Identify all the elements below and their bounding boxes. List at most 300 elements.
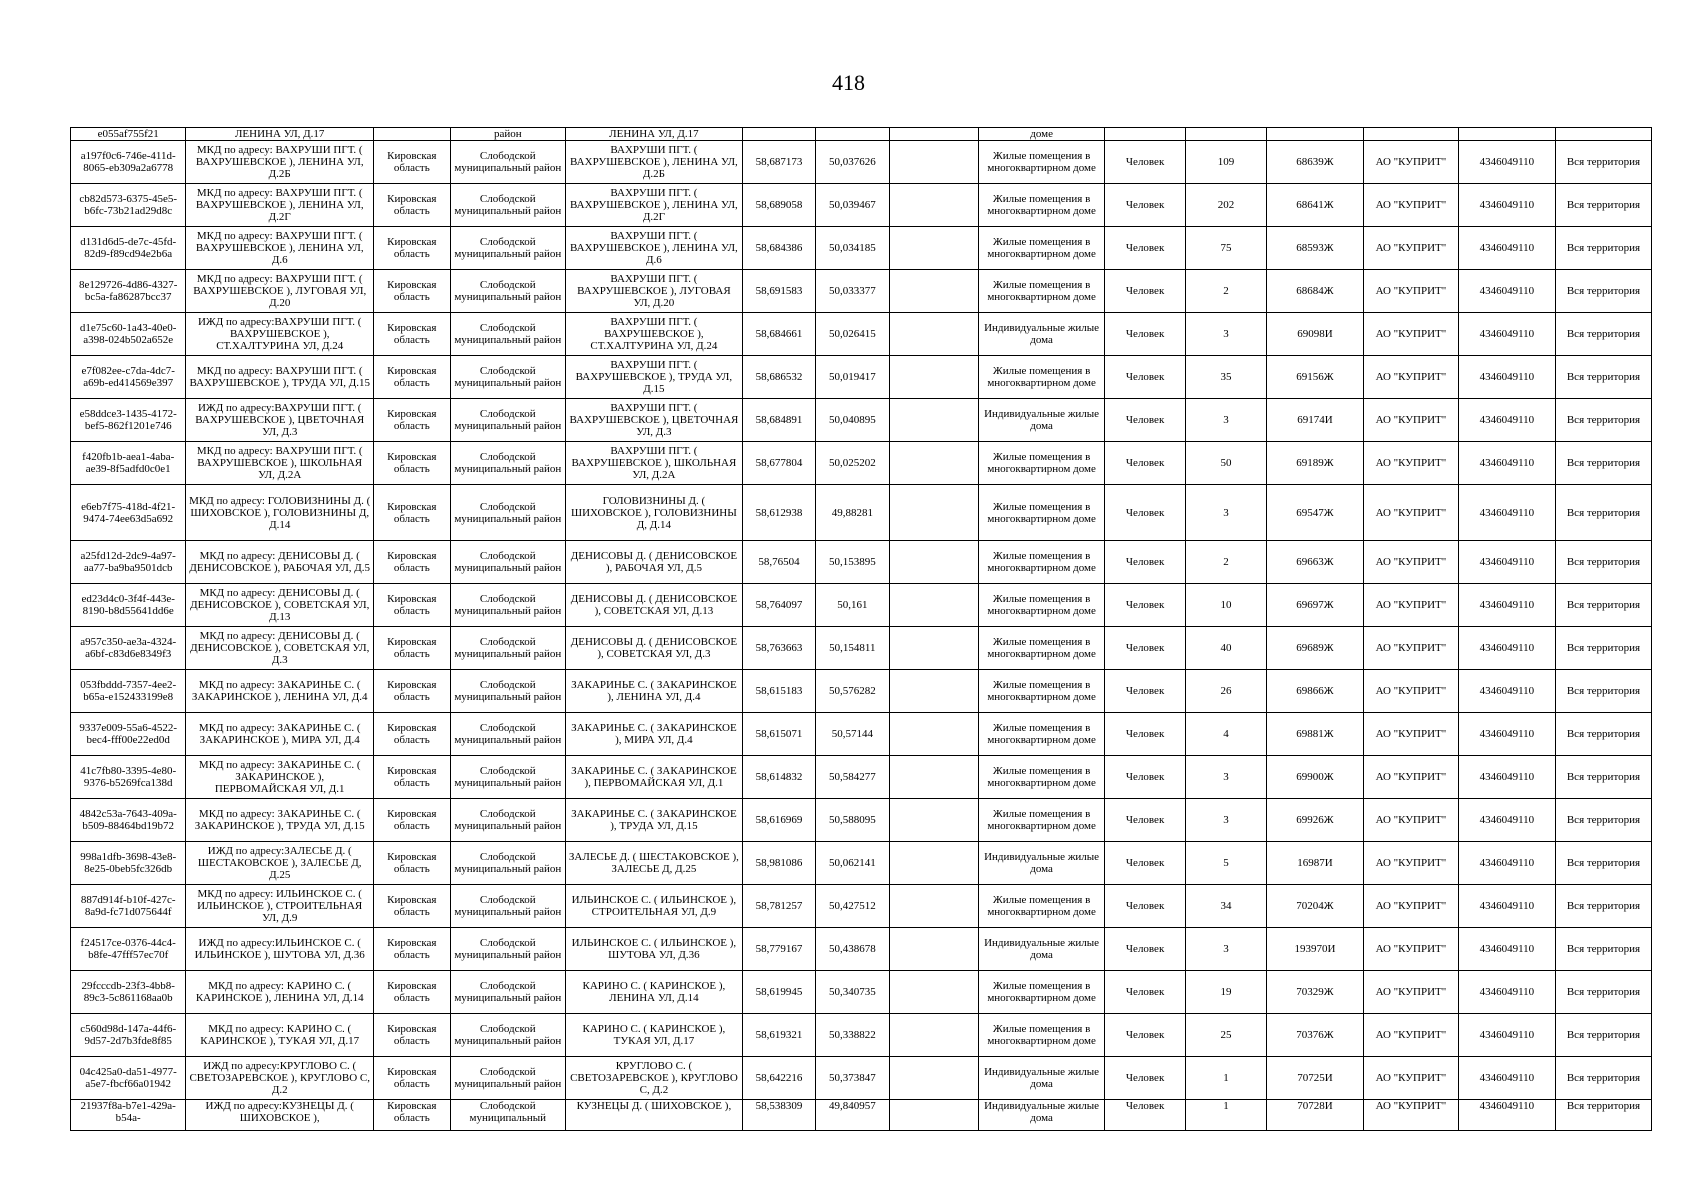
table-cell: 69663Ж bbox=[1266, 541, 1363, 584]
table-cell: ИЖД по адресу:КРУГЛОВО С. ( СВЕТОЗАРЕВСКОЕ ), КРУГЛОВО С, Д.2 bbox=[186, 1057, 374, 1100]
table-cell: 58,779167 bbox=[742, 928, 815, 971]
table-cell bbox=[1105, 128, 1186, 141]
table-cell: 58,684891 bbox=[742, 399, 815, 442]
table-cell: 1 bbox=[1186, 1100, 1267, 1131]
table-cell: 68639Ж bbox=[1266, 141, 1363, 184]
table-cell: МКД по адресу: ВАХРУШИ ПГТ. ( ВАХРУШЕВСКОЕ ), ШКОЛЬНАЯ УЛ, Д.2А bbox=[186, 442, 374, 485]
table-cell: Кировская область bbox=[374, 1100, 451, 1131]
table-cell bbox=[1186, 128, 1267, 141]
table-cell: Кировская область bbox=[374, 270, 451, 313]
table-cell bbox=[889, 1100, 979, 1131]
table-cell: 69189Ж bbox=[1266, 442, 1363, 485]
table-cell: Кировская область bbox=[374, 184, 451, 227]
table-cell: АО "КУПРИТ" bbox=[1363, 971, 1458, 1014]
table-cell: Вся территория bbox=[1555, 541, 1651, 584]
table-cell: 998a1dfb-3698-43e8-8e25-0beb5fc326db bbox=[71, 842, 186, 885]
table-cell: Кировская область bbox=[374, 442, 451, 485]
table-cell: МКД по адресу: ЗАКАРИНЬЕ С. ( ЗАКАРИНСКОЕ ), ЛЕНИНА УЛ, Д.4 bbox=[186, 670, 374, 713]
table-cell: 58,642216 bbox=[742, 1057, 815, 1100]
table-cell: МКД по адресу: ВАХРУШИ ПГТ. ( ВАХРУШЕВСКОЕ ), ЛЕНИНА УЛ, Д.2Б bbox=[186, 141, 374, 184]
table-cell: ИЛЬИНСКОЕ С. ( ИЛЬИНСКОЕ ), ШУТОВА УЛ, Д.36 bbox=[565, 928, 742, 971]
table-cell: АО "КУПРИТ" bbox=[1363, 485, 1458, 541]
table-cell bbox=[889, 442, 979, 485]
table-cell: a957c350-ae3a-4324-a6bf-c83d6e8349f3 bbox=[71, 627, 186, 670]
table-cell: Человек bbox=[1105, 485, 1186, 541]
table-cell: Кировская область bbox=[374, 971, 451, 1014]
table-cell: Человек bbox=[1105, 184, 1186, 227]
table-row bbox=[71, 128, 1652, 141]
table-cell: 3 bbox=[1186, 485, 1267, 541]
table-cell: АО "КУПРИТ" bbox=[1363, 885, 1458, 928]
table-cell: 70329Ж bbox=[1266, 971, 1363, 1014]
table-cell: Кировская область bbox=[374, 713, 451, 756]
table-cell: АО "КУПРИТ" bbox=[1363, 756, 1458, 799]
table-cell: f420fb1b-aea1-4aba-ae39-8f5adfd0c0e1 bbox=[71, 442, 186, 485]
table-cell: 58,981086 bbox=[742, 842, 815, 885]
table-cell: АО "КУПРИТ" bbox=[1363, 399, 1458, 442]
table-row bbox=[71, 756, 1652, 799]
table-cell: Кировская область bbox=[374, 670, 451, 713]
table-cell: Слободской муниципальный район bbox=[450, 1057, 565, 1100]
table-cell bbox=[889, 399, 979, 442]
table-cell: Кировская область bbox=[374, 399, 451, 442]
table-cell: ЗАКАРИНЬЕ С. ( ЗАКАРИНСКОЕ ), ЛЕНИНА УЛ, Д.4 bbox=[565, 670, 742, 713]
table-cell: Кировская область bbox=[374, 1057, 451, 1100]
table-cell bbox=[374, 128, 451, 141]
table-cell: 69900Ж bbox=[1266, 756, 1363, 799]
table-cell: Индивидуальные жилые дома bbox=[979, 313, 1105, 356]
table-cell: Человек bbox=[1105, 356, 1186, 399]
table-cell: 4346049110 bbox=[1458, 227, 1555, 270]
table-cell: Кировская область bbox=[374, 928, 451, 971]
table-cell: АО "КУПРИТ" bbox=[1363, 670, 1458, 713]
table-cell: Жилые помещения в многоквартирном доме bbox=[979, 756, 1105, 799]
table-cell: 3 bbox=[1186, 756, 1267, 799]
table-cell: 4346049110 bbox=[1458, 756, 1555, 799]
table-row bbox=[71, 541, 1652, 584]
table-cell: 4346049110 bbox=[1458, 1057, 1555, 1100]
table-cell: e58ddce3-1435-4172-bef5-862f1201e746 bbox=[71, 399, 186, 442]
table-cell: ИЖД по адресу:ЗАЛЕСЬЕ Д. ( ШЕСТАКОВСКОЕ ), ЗАЛЕСЬЕ Д, Д.25 bbox=[186, 842, 374, 885]
table-cell: 58,677804 bbox=[742, 442, 815, 485]
table-cell: Вся территория bbox=[1555, 627, 1651, 670]
table-cell: 49,88281 bbox=[816, 485, 889, 541]
table-cell: 50,019417 bbox=[816, 356, 889, 399]
table-cell: Жилые помещения в многоквартирном доме bbox=[979, 227, 1105, 270]
table-cell: e055af755f21 bbox=[71, 128, 186, 141]
table-cell bbox=[1266, 128, 1363, 141]
table-cell: Вся территория bbox=[1555, 442, 1651, 485]
table-cell: 109 bbox=[1186, 141, 1267, 184]
table-cell: ВАХРУШИ ПГТ. ( ВАХРУШЕВСКОЕ ), ЛЕНИНА УЛ, Д.6 bbox=[565, 227, 742, 270]
table-cell: Слободской муниципальный район bbox=[450, 399, 565, 442]
table-cell bbox=[889, 1057, 979, 1100]
table-cell: ГОЛОВИЗНИНЫ Д. ( ШИХОВСКОЕ ), ГОЛОВИЗНИНЫ Д, Д.14 bbox=[565, 485, 742, 541]
table-cell: КУЗНЕЦЫ Д. ( ШИХОВСКОЕ ), bbox=[565, 1100, 742, 1131]
table-row bbox=[71, 141, 1652, 184]
table-cell: МКД по адресу: ДЕНИСОВЫ Д. ( ДЕНИСОВСКОЕ ), СОВЕТСКАЯ УЛ, Д.13 bbox=[186, 584, 374, 627]
table-cell: Слободской муниципальный район bbox=[450, 799, 565, 842]
table-cell: ИЖД по адресу:ИЛЬИНСКОЕ С. ( ИЛЬИНСКОЕ ), ШУТОВА УЛ, Д.36 bbox=[186, 928, 374, 971]
table-cell: 58,76504 bbox=[742, 541, 815, 584]
table-cell: КРУГЛОВО С. ( СВЕТОЗАРЕВСКОЕ ), КРУГЛОВО С, Д.2 bbox=[565, 1057, 742, 1100]
table-cell: Жилые помещения в многоквартирном доме bbox=[979, 141, 1105, 184]
table-cell: Человек bbox=[1105, 1100, 1186, 1131]
table-cell: 04c425a0-da51-4977-a5e7-fbcf66a01942 bbox=[71, 1057, 186, 1100]
table-cell: 4346049110 bbox=[1458, 270, 1555, 313]
table-cell bbox=[889, 713, 979, 756]
table-cell: 70376Ж bbox=[1266, 1014, 1363, 1057]
table-cell: Индивидуальные жилые дома bbox=[979, 928, 1105, 971]
table-cell: 10 bbox=[1186, 584, 1267, 627]
table-cell: Вся территория bbox=[1555, 971, 1651, 1014]
table-cell: 58,684386 bbox=[742, 227, 815, 270]
table-cell: Человек bbox=[1105, 627, 1186, 670]
table-cell: Слободской муниципальный район bbox=[450, 842, 565, 885]
table-cell: ЗАЛЕСЬЕ Д. ( ШЕСТАКОВСКОЕ ), ЗАЛЕСЬЕ Д, Д.25 bbox=[565, 842, 742, 885]
table-cell: 70728И bbox=[1266, 1100, 1363, 1131]
table-cell: Слободской муниципальный район bbox=[450, 971, 565, 1014]
table-cell: МКД по адресу: ЗАКАРИНЬЕ С. ( ЗАКАРИНСКОЕ ), ТРУДА УЛ, Д.15 bbox=[186, 799, 374, 842]
table-cell: 4 bbox=[1186, 713, 1267, 756]
table-cell: 50,340735 bbox=[816, 971, 889, 1014]
table-cell: Кировская область bbox=[374, 1014, 451, 1057]
table-cell: 58,612938 bbox=[742, 485, 815, 541]
table-cell: 75 bbox=[1186, 227, 1267, 270]
table-cell: 2 bbox=[1186, 541, 1267, 584]
table-cell: 4346049110 bbox=[1458, 584, 1555, 627]
table-cell: Человек bbox=[1105, 227, 1186, 270]
table-cell: 50,039467 bbox=[816, 184, 889, 227]
table-cell: Вся территория bbox=[1555, 184, 1651, 227]
table-cell: 4346049110 bbox=[1458, 313, 1555, 356]
table-cell: 50 bbox=[1186, 442, 1267, 485]
table-cell: ИЖД по адресу:ВАХРУШИ ПГТ. ( ВАХРУШЕВСКОЕ ), СТ.ХАЛТУРИНА УЛ, Д.24 bbox=[186, 313, 374, 356]
table-cell bbox=[889, 184, 979, 227]
table-cell: Слободской муниципальный район bbox=[450, 584, 565, 627]
table-cell: Жилые помещения в многоквартирном доме bbox=[979, 442, 1105, 485]
table-cell: 69156Ж bbox=[1266, 356, 1363, 399]
table-cell: Жилые помещения в многоквартирном доме bbox=[979, 270, 1105, 313]
table-cell: Слободской муниципальный район bbox=[450, 713, 565, 756]
table-cell: Вся территория bbox=[1555, 1057, 1651, 1100]
table-cell: 8e129726-4d86-4327-bc5a-fa86287bcc37 bbox=[71, 270, 186, 313]
table-cell: МКД по адресу: ЗАКАРИНЬЕ С. ( ЗАКАРИНСКОЕ ), МИРА УЛ, Д.4 bbox=[186, 713, 374, 756]
table-cell: 4346049110 bbox=[1458, 928, 1555, 971]
table-cell: АО "КУПРИТ" bbox=[1363, 442, 1458, 485]
table-cell: ИЖД по адресу:КУЗНЕЦЫ Д. ( ШИХОВСКОЕ ), bbox=[186, 1100, 374, 1131]
table-cell: 3 bbox=[1186, 399, 1267, 442]
table-cell: Слободской муниципальный район bbox=[450, 627, 565, 670]
table-cell: АО "КУПРИТ" bbox=[1363, 184, 1458, 227]
table-cell: АО "КУПРИТ" bbox=[1363, 799, 1458, 842]
table-cell: 4346049110 bbox=[1458, 670, 1555, 713]
table-cell: 4842c53a-7643-409a-b509-88464bd19b72 bbox=[71, 799, 186, 842]
table-cell bbox=[889, 485, 979, 541]
table-cell: Слободской муниципальный район bbox=[450, 670, 565, 713]
table-cell: 053fbddd-7357-4ee2-b65a-e152433199e8 bbox=[71, 670, 186, 713]
table-cell: КАРИНО С. ( КАРИНСКОЕ ), ЛЕНИНА УЛ, Д.14 bbox=[565, 971, 742, 1014]
table-row bbox=[71, 971, 1652, 1014]
table-cell: ЗАКАРИНЬЕ С. ( ЗАКАРИНСКОЕ ), МИРА УЛ, Д.4 bbox=[565, 713, 742, 756]
table-cell: Вся территория bbox=[1555, 799, 1651, 842]
table-cell: Человек bbox=[1105, 584, 1186, 627]
table-cell: АО "КУПРИТ" bbox=[1363, 627, 1458, 670]
table-cell: Кировская область bbox=[374, 799, 451, 842]
table-cell: 49,840957 bbox=[816, 1100, 889, 1131]
table-cell: 50,037626 bbox=[816, 141, 889, 184]
table-cell: Человек bbox=[1105, 756, 1186, 799]
table-cell: 4346049110 bbox=[1458, 627, 1555, 670]
table-cell: 19 bbox=[1186, 971, 1267, 1014]
table-cell: ЛЕНИНА УЛ, Д.17 bbox=[565, 128, 742, 141]
table-cell: 58,538309 bbox=[742, 1100, 815, 1131]
table-cell: АО "КУПРИТ" bbox=[1363, 1100, 1458, 1131]
table-cell: 50,588095 bbox=[816, 799, 889, 842]
table-cell bbox=[889, 584, 979, 627]
table-row bbox=[71, 399, 1652, 442]
table-cell: 58,615183 bbox=[742, 670, 815, 713]
table-cell: МКД по адресу: ВАХРУШИ ПГТ. ( ВАХРУШЕВСКОЕ ), ТРУДА УЛ, Д.15 bbox=[186, 356, 374, 399]
table-cell bbox=[889, 885, 979, 928]
table-cell: Слободской муниципальный район bbox=[450, 756, 565, 799]
table-cell bbox=[1363, 128, 1458, 141]
table-cell: Человек bbox=[1105, 141, 1186, 184]
table-row bbox=[71, 928, 1652, 971]
table-cell: 50,026415 bbox=[816, 313, 889, 356]
table-cell: 50,025202 bbox=[816, 442, 889, 485]
table-cell: Слободской муниципальный район bbox=[450, 313, 565, 356]
table-cell: Человек bbox=[1105, 1057, 1186, 1100]
table-cell: Жилые помещения в многоквартирном доме bbox=[979, 799, 1105, 842]
table-cell: Слободской муниципальный район bbox=[450, 928, 565, 971]
table-cell: Вся территория bbox=[1555, 313, 1651, 356]
table-cell: Человек bbox=[1105, 670, 1186, 713]
table-cell: Жилые помещения в многоквартирном доме bbox=[979, 1014, 1105, 1057]
table-cell: Индивидуальные жилые дома bbox=[979, 1057, 1105, 1100]
table-row bbox=[71, 270, 1652, 313]
table-cell: 68641Ж bbox=[1266, 184, 1363, 227]
table-cell: 50,427512 bbox=[816, 885, 889, 928]
table-row bbox=[71, 356, 1652, 399]
table-cell: 4346049110 bbox=[1458, 141, 1555, 184]
table-cell: a25fd12d-2dc9-4a97-aa77-ba9ba9501dcb bbox=[71, 541, 186, 584]
table-cell: Кировская область bbox=[374, 627, 451, 670]
table-cell: Слободской муниципальный район bbox=[450, 541, 565, 584]
table-cell: 4346049110 bbox=[1458, 184, 1555, 227]
table-cell: 193970И bbox=[1266, 928, 1363, 971]
table-cell: 3 bbox=[1186, 799, 1267, 842]
table-cell: МКД по адресу: ВАХРУШИ ПГТ. ( ВАХРУШЕВСКОЕ ), ЛЕНИНА УЛ, Д.2Г bbox=[186, 184, 374, 227]
table-cell: ЛЕНИНА УЛ, Д.17 bbox=[186, 128, 374, 141]
table-cell: Слободской муниципальный район bbox=[450, 1014, 565, 1057]
table-cell bbox=[889, 627, 979, 670]
table-row bbox=[71, 1057, 1652, 1100]
table-cell: 50,154811 bbox=[816, 627, 889, 670]
table-cell: Кировская область bbox=[374, 141, 451, 184]
table-cell bbox=[889, 128, 979, 141]
table-cell: 4346049110 bbox=[1458, 842, 1555, 885]
table-cell: ДЕНИСОВЫ Д. ( ДЕНИСОВСКОЕ ), РАБОЧАЯ УЛ, Д.5 bbox=[565, 541, 742, 584]
table-cell: МКД по адресу: ВАХРУШИ ПГТ. ( ВАХРУШЕВСКОЕ ), ЛЕНИНА УЛ, Д.6 bbox=[186, 227, 374, 270]
table-row bbox=[71, 627, 1652, 670]
table-cell: 4346049110 bbox=[1458, 885, 1555, 928]
table-cell: Человек bbox=[1105, 885, 1186, 928]
table-cell: 70725И bbox=[1266, 1057, 1363, 1100]
table-cell: 69098И bbox=[1266, 313, 1363, 356]
table-cell: Слободской муниципальный район bbox=[450, 885, 565, 928]
table-cell: АО "КУПРИТ" bbox=[1363, 713, 1458, 756]
table-cell: АО "КУПРИТ" bbox=[1363, 584, 1458, 627]
table-cell: АО "КУПРИТ" bbox=[1363, 1014, 1458, 1057]
table-cell: 34 bbox=[1186, 885, 1267, 928]
table-cell: Жилые помещения в многоквартирном доме bbox=[979, 971, 1105, 1014]
table-cell bbox=[889, 756, 979, 799]
table-cell: 69866Ж bbox=[1266, 670, 1363, 713]
table-cell: Вся территория bbox=[1555, 713, 1651, 756]
table-cell bbox=[889, 227, 979, 270]
table-cell: АО "КУПРИТ" bbox=[1363, 1057, 1458, 1100]
table-cell: Индивидуальные жилые дома bbox=[979, 842, 1105, 885]
table-cell: Вся территория bbox=[1555, 227, 1651, 270]
table-cell: 2 bbox=[1186, 270, 1267, 313]
table-cell: Жилые помещения в многоквартирном доме bbox=[979, 184, 1105, 227]
table-cell: АО "КУПРИТ" bbox=[1363, 313, 1458, 356]
table-row bbox=[71, 885, 1652, 928]
table-cell: 69689Ж bbox=[1266, 627, 1363, 670]
table-cell: 69926Ж bbox=[1266, 799, 1363, 842]
table-cell: Кировская область bbox=[374, 842, 451, 885]
table-cell: Кировская область bbox=[374, 485, 451, 541]
table-cell: 50,57144 bbox=[816, 713, 889, 756]
table-cell: Индивидуальные жилые дома bbox=[979, 1100, 1105, 1131]
table-cell: a197f0c6-746e-411d-8065-eb309a2a6778 bbox=[71, 141, 186, 184]
table-cell: район bbox=[450, 128, 565, 141]
table-cell: ВАХРУШИ ПГТ. ( ВАХРУШЕВСКОЕ ), ШКОЛЬНАЯ УЛ, Д.2А bbox=[565, 442, 742, 485]
table-cell: 69547Ж bbox=[1266, 485, 1363, 541]
table-cell: Человек bbox=[1105, 928, 1186, 971]
table-cell: МКД по адресу: ГОЛОВИЗНИНЫ Д. ( ШИХОВСКОЕ ), ГОЛОВИЗНИНЫ Д, Д.14 bbox=[186, 485, 374, 541]
table-cell: Кировская область bbox=[374, 885, 451, 928]
table-cell: Вся территория bbox=[1555, 670, 1651, 713]
table-cell: Жилые помещения в многоквартирном доме bbox=[979, 485, 1105, 541]
table-cell: 50,438678 bbox=[816, 928, 889, 971]
table-cell: 58,763663 bbox=[742, 627, 815, 670]
table-cell: 58,619945 bbox=[742, 971, 815, 1014]
table-cell: Человек bbox=[1105, 971, 1186, 1014]
table-cell: Слободской муниципальный район bbox=[450, 227, 565, 270]
table-cell: Кировская область bbox=[374, 356, 451, 399]
table-cell: Вся территория bbox=[1555, 141, 1651, 184]
table-cell: Вся территория bbox=[1555, 885, 1651, 928]
table-cell: 50,062141 bbox=[816, 842, 889, 885]
table-cell: МКД по адресу: ЗАКАРИНЬЕ С. ( ЗАКАРИНСКОЕ ), ПЕРВОМАЙСКАЯ УЛ, Д.1 bbox=[186, 756, 374, 799]
table-cell: 4346049110 bbox=[1458, 399, 1555, 442]
table-cell: 9337e009-55a6-4522-bec4-fff00e22ed0d bbox=[71, 713, 186, 756]
table-cell: 29fcccdb-23f3-4bb8-89c3-5c861168aa0b bbox=[71, 971, 186, 1014]
table-cell: e7f082ee-c7da-4dc7-a69b-ed414569e397 bbox=[71, 356, 186, 399]
table-cell: АО "КУПРИТ" bbox=[1363, 928, 1458, 971]
table-cell: Вся территория bbox=[1555, 1014, 1651, 1057]
table-cell bbox=[889, 270, 979, 313]
table-cell: Жилые помещения в многоквартирном доме bbox=[979, 885, 1105, 928]
table-cell: 5 bbox=[1186, 842, 1267, 885]
table-cell: Вся территория bbox=[1555, 356, 1651, 399]
table-row bbox=[71, 713, 1652, 756]
table-cell bbox=[889, 971, 979, 1014]
table-cell: 3 bbox=[1186, 928, 1267, 971]
table-cell: АО "КУПРИТ" bbox=[1363, 541, 1458, 584]
table-cell: Жилые помещения в многоквартирном доме bbox=[979, 541, 1105, 584]
table-cell: c560d98d-147a-44f6-9d57-2d7b3fde8f85 bbox=[71, 1014, 186, 1057]
table-cell: 202 bbox=[1186, 184, 1267, 227]
table-cell: 58,619321 bbox=[742, 1014, 815, 1057]
table-cell: 25 bbox=[1186, 1014, 1267, 1057]
table-cell: 4346049110 bbox=[1458, 356, 1555, 399]
table-cell bbox=[889, 928, 979, 971]
table-cell: Человек bbox=[1105, 541, 1186, 584]
table-cell: 50,153895 bbox=[816, 541, 889, 584]
table-cell bbox=[1458, 128, 1555, 141]
table-cell bbox=[889, 141, 979, 184]
table-cell: 58,616969 bbox=[742, 799, 815, 842]
table-cell: Кировская область bbox=[374, 227, 451, 270]
table-cell: Вся территория bbox=[1555, 842, 1651, 885]
table-cell: КАРИНО С. ( КАРИНСКОЕ ), ТУКАЯ УЛ, Д.17 bbox=[565, 1014, 742, 1057]
table-cell bbox=[889, 313, 979, 356]
table-cell: 50,040895 bbox=[816, 399, 889, 442]
table-cell: МКД по адресу: ДЕНИСОВЫ Д. ( ДЕНИСОВСКОЕ ), РАБОЧАЯ УЛ, Д.5 bbox=[186, 541, 374, 584]
table-row bbox=[71, 227, 1652, 270]
page-number: 418 bbox=[832, 70, 865, 95]
table-cell: МКД по адресу: КАРИНО С. ( КАРИНСКОЕ ), ТУКАЯ УЛ, Д.17 bbox=[186, 1014, 374, 1057]
table-cell: АО "КУПРИТ" bbox=[1363, 141, 1458, 184]
table-cell: Слободской муниципальный район bbox=[450, 485, 565, 541]
table-cell: Человек bbox=[1105, 713, 1186, 756]
table-cell: 3 bbox=[1186, 313, 1267, 356]
table-cell: 50,033377 bbox=[816, 270, 889, 313]
table-cell: ДЕНИСОВЫ Д. ( ДЕНИСОВСКОЕ ), СОВЕТСКАЯ УЛ, Д.3 bbox=[565, 627, 742, 670]
table-cell: МКД по адресу: ИЛЬИНСКОЕ С. ( ИЛЬИНСКОЕ ), СТРОИТЕЛЬНАЯ УЛ, Д.9 bbox=[186, 885, 374, 928]
table-cell: Жилые помещения в многоквартирном доме bbox=[979, 584, 1105, 627]
table-cell: 16987И bbox=[1266, 842, 1363, 885]
table-cell: 58,764097 bbox=[742, 584, 815, 627]
table-cell: Индивидуальные жилые дома bbox=[979, 399, 1105, 442]
table-cell: d1e75c60-1a43-40e0-a398-024b502a652e bbox=[71, 313, 186, 356]
table-cell: 58,781257 bbox=[742, 885, 815, 928]
table-cell: 50,034185 bbox=[816, 227, 889, 270]
table-row bbox=[71, 313, 1652, 356]
table-cell: 4346049110 bbox=[1458, 442, 1555, 485]
table-cell: Человек bbox=[1105, 1014, 1186, 1057]
table-cell: ЗАКАРИНЬЕ С. ( ЗАКАРИНСКОЕ ), ТРУДА УЛ, Д.15 bbox=[565, 799, 742, 842]
table-cell: Кировская область bbox=[374, 313, 451, 356]
table-cell: 58,686532 bbox=[742, 356, 815, 399]
table-cell bbox=[816, 128, 889, 141]
table-cell: Вся территория bbox=[1555, 1100, 1651, 1131]
table-cell: 4346049110 bbox=[1458, 485, 1555, 541]
table-cell: Жилые помещения в многоквартирном доме bbox=[979, 627, 1105, 670]
table-cell: d131d6d5-de7c-45fd-82d9-f89cd94e2b6a bbox=[71, 227, 186, 270]
table-cell: ВАХРУШИ ПГТ. ( ВАХРУШЕВСКОЕ ), ЛЕНИНА УЛ, Д.2Б bbox=[565, 141, 742, 184]
table-cell bbox=[742, 128, 815, 141]
table-cell: ДЕНИСОВЫ Д. ( ДЕНИСОВСКОЕ ), СОВЕТСКАЯ УЛ, Д.13 bbox=[565, 584, 742, 627]
table-cell bbox=[889, 799, 979, 842]
table-cell: 40 bbox=[1186, 627, 1267, 670]
table-cell: Жилые помещения в многоквартирном доме bbox=[979, 670, 1105, 713]
table-cell: Вся территория bbox=[1555, 399, 1651, 442]
table-cell bbox=[889, 842, 979, 885]
